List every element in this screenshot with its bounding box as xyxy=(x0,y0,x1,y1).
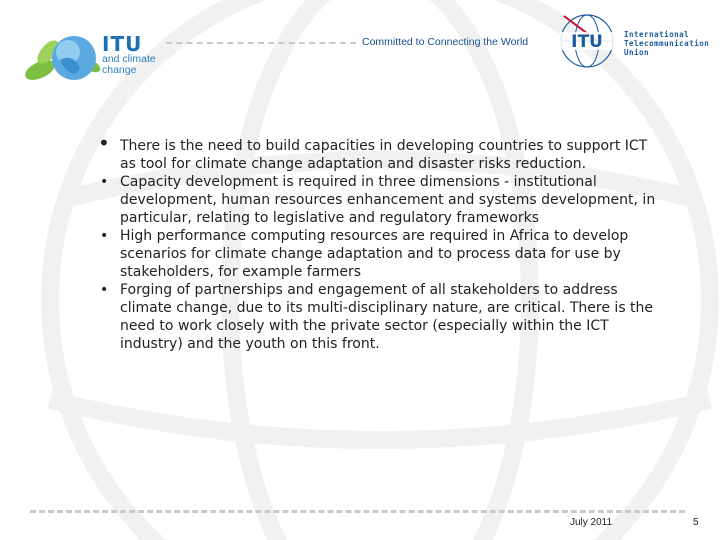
bullet-text: High performance computing resources are required in Africa to develop scenarios for climate change adaptation and to process data for use by stakeholders, for example farmers xyxy=(120,228,629,280)
bullet-item xyxy=(98,281,658,353)
bullet-text: There is the need to build capacities in developing countries to support ICT as tool for climate change adaptation and disaster risks reduction. xyxy=(120,138,648,172)
bullet-dot-icon: • xyxy=(98,131,110,155)
header-divider xyxy=(166,42,356,44)
page-number: 5 xyxy=(693,517,699,528)
itu-emblem-text: ITU xyxy=(571,32,603,52)
itu-climate-change-logo xyxy=(14,26,174,86)
bullet-item xyxy=(98,173,658,227)
logo-subtitle-line2: change xyxy=(102,64,137,76)
bullet-text: Forging of partnerships and engagement of all stakeholders to address climate change, due to its multi-disciplinary nature, are critical. There is the need to work closely with the private sector (especially within the ICT industry) and the youth on this front. xyxy=(120,282,654,352)
itu-name-line1: International xyxy=(624,30,690,39)
bullet-text: Capacity development is required in three dimensions - institutional development, human resources enhancement and systems development, in particular, relating to legislative and regulatory frameworks xyxy=(120,174,656,226)
globe-with-leaves-icon xyxy=(22,30,102,86)
footer-date: July 2011 xyxy=(570,517,613,528)
slide-content xyxy=(98,131,658,353)
bullet-list xyxy=(98,131,658,353)
logo-title: ITU xyxy=(102,32,143,56)
footer-divider xyxy=(30,510,685,513)
bullet-dot-icon: • xyxy=(100,228,109,244)
logo-subtitle-line1: and climate xyxy=(102,53,156,65)
itu-name-line2: Telecommunication xyxy=(624,39,710,48)
bullet-dot-icon: • xyxy=(100,282,109,298)
bullet-item xyxy=(98,131,658,173)
bullet-item xyxy=(98,227,658,281)
tagline: Committed to Connecting the World xyxy=(362,36,529,48)
itu-full-name xyxy=(624,30,709,57)
itu-emblem-logo xyxy=(556,10,618,72)
itu-name-line3: Union xyxy=(624,48,650,57)
bullet-dot-icon: • xyxy=(100,174,109,190)
